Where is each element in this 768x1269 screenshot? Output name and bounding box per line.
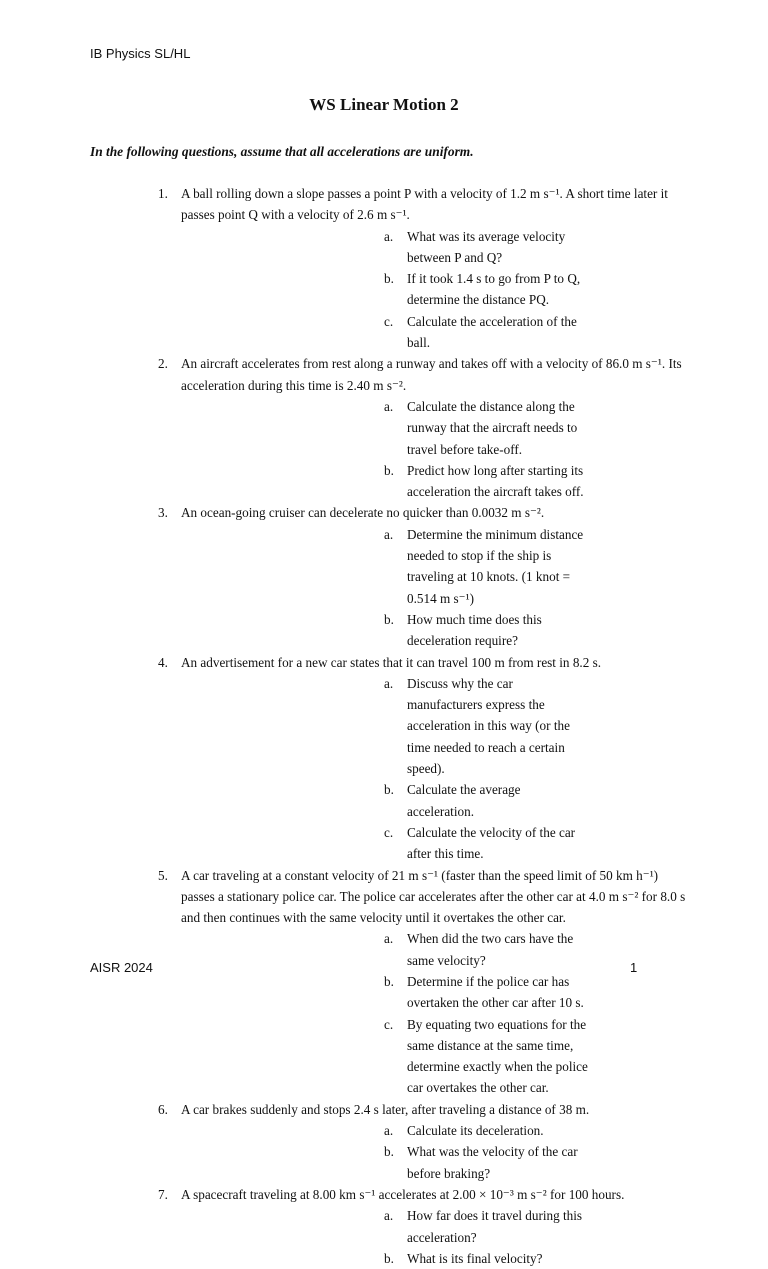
question-parts [181, 1205, 688, 1269]
footer-page-number: 1 [630, 960, 638, 975]
question-3-part-b [181, 609, 688, 652]
part-letter: b. [384, 462, 394, 478]
part-letter: a. [384, 398, 394, 414]
question-5-part-c [181, 1014, 688, 1099]
question-number: 7. [158, 1186, 168, 1202]
part-text: Calculate the acceleration of the ball. [407, 313, 577, 351]
part-letter: b. [384, 973, 394, 989]
part-text: By equating two equations for the same distance at the same time, determine exactly when the police car overtakes the other car. [407, 1016, 588, 1096]
part-letter: c. [384, 824, 394, 840]
question-text: An ocean-going cruiser can decelerate no quicker than 0.0032 m s⁻². [181, 505, 545, 521]
question-4 [0, 652, 768, 865]
part-text: What is its final velocity? [407, 1250, 543, 1266]
question-3-part-a [181, 524, 688, 609]
part-text: Predict how long after starting its acceleration the aircraft takes off. [407, 462, 584, 500]
question-4-part-a [181, 673, 688, 779]
question-list [0, 183, 768, 1269]
question-4-part-b [181, 779, 688, 822]
question-2-part-a [181, 396, 688, 460]
question-number: 4. [158, 654, 168, 670]
question-6-part-a [181, 1120, 688, 1141]
question-4-part-c [181, 822, 688, 865]
question-parts [181, 928, 688, 1098]
part-letter: a. [384, 931, 394, 947]
question-7 [0, 1184, 768, 1269]
question-parts [181, 226, 688, 354]
question-2 [0, 353, 768, 502]
part-letter: b. [384, 1250, 394, 1266]
question-2-part-b [181, 460, 688, 503]
part-letter: a. [384, 1208, 394, 1224]
question-text: A spacecraft traveling at 8.00 km s⁻¹ accelerates at 2.00 × 10⁻³ m s⁻² for 100 hours. [181, 1186, 625, 1202]
question-6-part-b [181, 1141, 688, 1184]
question-5-part-a [181, 928, 688, 971]
question-1 [0, 183, 768, 353]
question-number: 2. [158, 356, 168, 372]
part-letter: a. [384, 675, 394, 691]
part-letter: a. [384, 526, 394, 542]
part-letter: b. [384, 271, 394, 287]
question-parts [181, 524, 688, 652]
part-letter: b. [384, 611, 394, 627]
part-letter: b. [384, 782, 394, 798]
part-text: How far does it travel during this acceleration? [407, 1208, 583, 1245]
question-1-part-c [181, 311, 688, 354]
question-text: A car traveling at a constant velocity of 21 m s⁻¹ (faster than the speed limit of 50 km h⁻¹) passes a stationary police car. The police car accelerates after the other car at 4.0 m s⁻² for 8.0 s and then continues with the same velocity until it overtakes the other car. [181, 867, 686, 926]
question-7-part-a [181, 1205, 688, 1248]
question-number: 5. [158, 867, 168, 883]
instruction-text: In the following questions, assume that all accelerations are uniform. [90, 144, 474, 159]
course-header: IB Physics SL/HL [90, 46, 191, 61]
question-parts [181, 396, 688, 502]
footer-school-year: AISR 2024 [90, 960, 153, 975]
question-number: 3. [158, 505, 168, 521]
question-parts [181, 1120, 688, 1184]
part-text: Calculate the average acceleration. [407, 782, 521, 819]
question-5 [0, 865, 768, 1099]
question-number: 6. [158, 1101, 168, 1117]
question-text: A car brakes suddenly and stops 2.4 s later, after traveling a distance of 38 m. [181, 1101, 590, 1117]
question-text: An advertisement for a new car states that it can travel 100 m from rest in 8.2 s. [181, 654, 602, 670]
question-text: A ball rolling down a slope passes a point P with a velocity of 1.2 m s⁻¹. A short time later it passes point Q with a velocity of 2.6 m s⁻¹. [181, 186, 668, 223]
part-text: Calculate the velocity of the car after this time. [407, 824, 576, 862]
question-5-part-b [181, 971, 688, 1014]
part-letter: b. [384, 1144, 394, 1160]
part-text: If it took 1.4 s to go from P to Q, determine the distance PQ. [407, 271, 581, 308]
part-text: Calculate its deceleration. [407, 1123, 544, 1139]
part-text: Determine the minimum distance needed to stop if the ship is traveling at 10 knots. (1 knot = 0.514 m s⁻¹) [407, 526, 584, 606]
part-text: When did the two cars have the same velocity? [407, 931, 574, 968]
question-7-part-b [181, 1248, 688, 1269]
part-text: Discuss why the car manufacturers express the acceleration in this way (or the time needed to reach a certain speed). [407, 675, 570, 777]
part-text: How much time does this deceleration require? [407, 611, 542, 649]
part-text: What was the velocity of the car before braking? [407, 1144, 578, 1181]
part-text: Calculate the distance along the runway that the aircraft needs to travel before take-off. [407, 398, 578, 457]
question-1-part-b [181, 268, 688, 311]
question-number: 1. [158, 186, 168, 201]
question-parts [181, 673, 688, 865]
part-letter: a. [384, 228, 394, 244]
question-6 [0, 1099, 768, 1184]
part-letter: c. [384, 1016, 394, 1032]
part-text: What was its average velocity between P and Q? [407, 228, 566, 265]
part-letter: c. [384, 313, 394, 329]
part-text: Determine if the police car has overtaken the other car after 10 s. [407, 973, 584, 1011]
worksheet-title: WS Linear Motion 2 [309, 95, 459, 114]
question-1-part-a [181, 226, 688, 269]
question-3 [0, 502, 768, 651]
question-text: An aircraft accelerates from rest along a runway and takes off with a velocity of 86.0 m s⁻¹. Its acceleration during this time is 2.40 m s⁻². [181, 356, 682, 393]
part-letter: a. [384, 1123, 394, 1139]
